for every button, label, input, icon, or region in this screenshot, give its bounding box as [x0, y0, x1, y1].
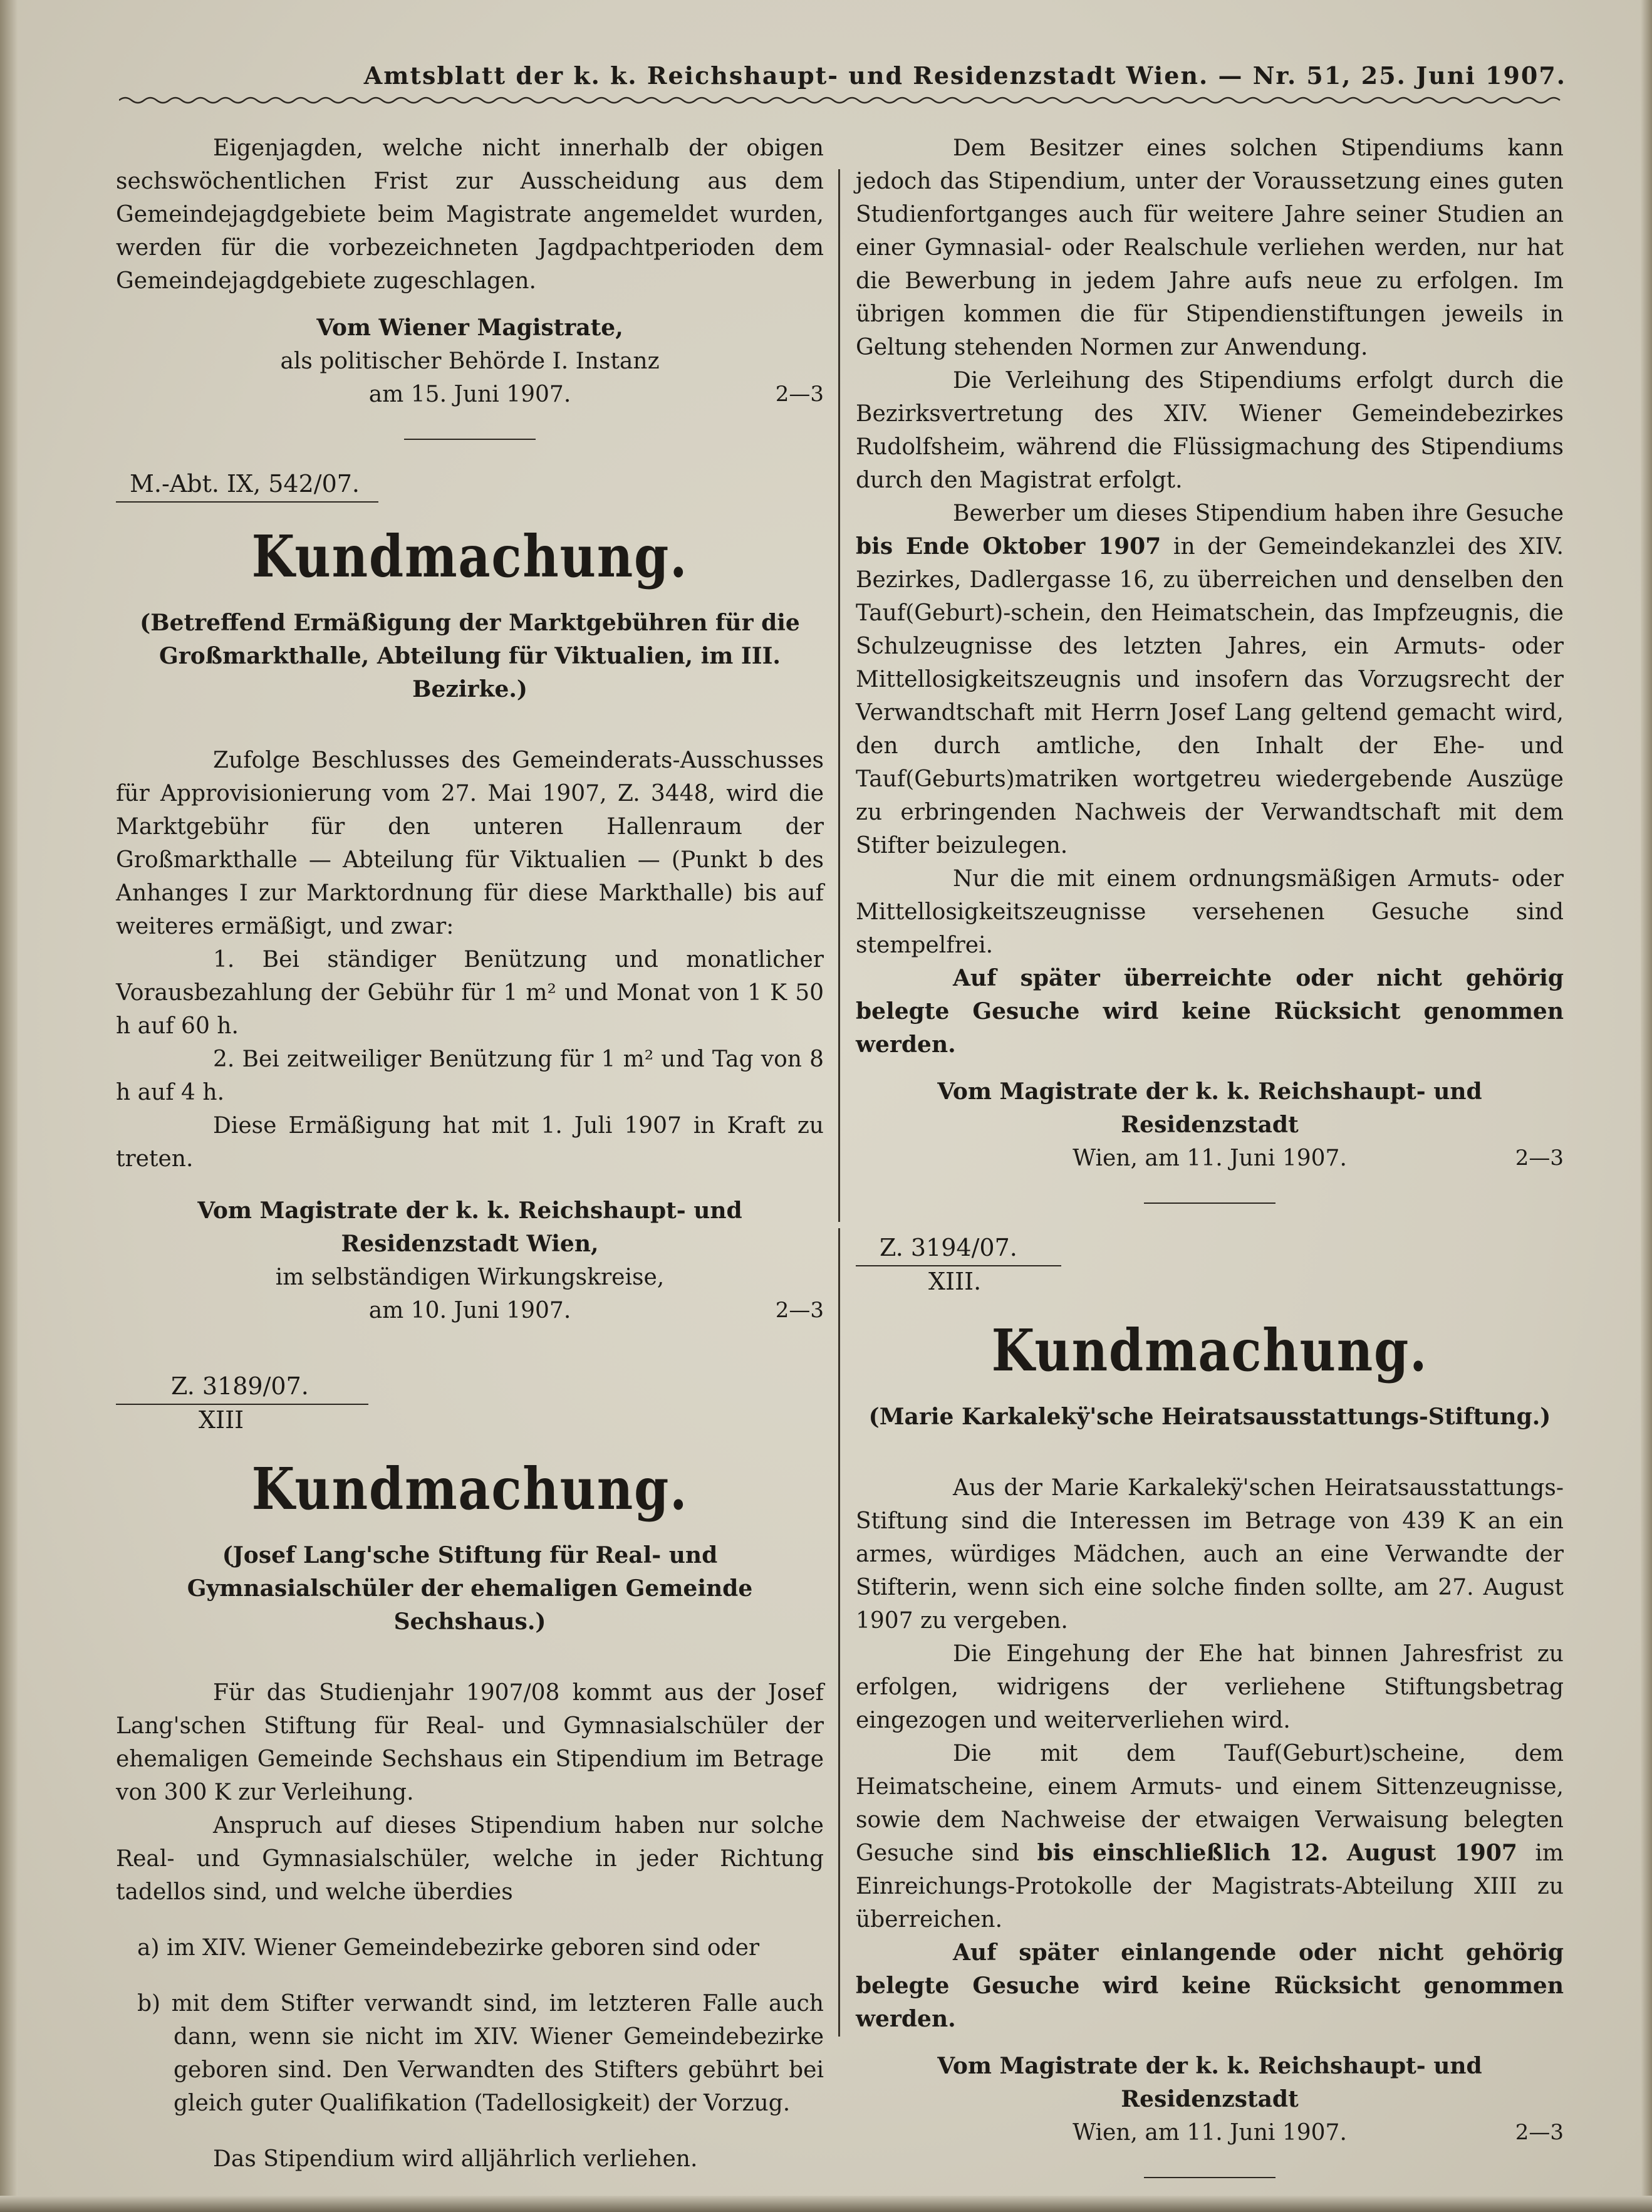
- notice1-ref: M.-Abt. IX, 542/07.: [116, 469, 378, 503]
- notice2-title: Kundmachung.: [251, 1455, 688, 1523]
- notice3-title: Kundmachung.: [991, 1317, 1428, 1384]
- right-sign1-line1: Vom Magistrate der k. k. Reichshaupt- und Residenzstadt: [937, 1078, 1482, 1138]
- right-sign1-number: 2—3: [1515, 1145, 1564, 1171]
- right-paragraph-3: [856, 497, 1564, 862]
- notice2-paragraph-1: Für das Studienjahr 1907/08 kommt aus der Josef Lang'schen Stiftung für Real- und Gymnasialschüler der ehemaligen Gemeinde Sechshaus ein Stipendium im Betrage von 300 K zur Verleihung.: [116, 1680, 824, 1805]
- notice3-paragraph-4: Auf später einlangende oder nicht gehörig belegte Gesuche wird keine Rücksicht genommen werden.: [856, 1939, 1564, 2032]
- notice3-ref2: XIII.: [928, 1268, 982, 1295]
- page-edge-right: [1641, 0, 1652, 2212]
- header-wavy-rule: [119, 94, 1566, 107]
- notice2-item-b: b) mit dem Stifter verwandt sind, im letzteren Falle auch dann, wenn sie nicht im XIV. Wiener Gemeindebezirke geboren sind. Den Verwandten des Stifters gebührt bei gleich guter Qualifikation (Tadellosigkeit) der Vorzug.: [137, 1991, 824, 2116]
- notice2-ref: Z. 3189/07.: [116, 1371, 368, 1405]
- notice2-ref2: XIII: [199, 1406, 244, 1434]
- column-rule-bottom: [838, 1228, 840, 2037]
- right-column: [856, 132, 1564, 2207]
- notice1-sign-line3: am 10. Juni 1907.: [368, 1298, 571, 1323]
- notice3-sign-line2: Wien, am 11. Juni 1907.: [1073, 2120, 1347, 2146]
- notice1: [116, 469, 824, 1327]
- right-paragraph-3-part-a: Bewerber um dieses Stipendium haben ihre Gesuche: [953, 501, 1564, 526]
- sign1-line3-row: [116, 378, 824, 411]
- notice1-sign-line2: im selbständigen Wirkungskreise,: [275, 1265, 665, 1290]
- right-paragraph-2: Die Verleihung des Stipendiums erfolgt durch die Bezirksvertretung des XIV. Wiener Gemeindebezirkes Rudolfsheim, während die Flüssigmachung des Stipendiums durch den Magistrat erfolgt.: [856, 368, 1564, 493]
- notice1-paragraph-2: Diese Ermäßigung hat mit 1. Juli 1907 in Kraft zu treten.: [116, 1113, 824, 1172]
- notice1-sign-row: [116, 1294, 824, 1327]
- notice3-paragraph-3-part-c: im Einreichungs-Protokolle der Magistrats-Abteilung XIII zu überreichen.: [856, 1840, 1564, 1933]
- column-rule-top: [838, 169, 840, 1222]
- right-paragraph-5: Auf später überreichte oder nicht gehörig belegte Gesuche wird keine Rücksicht genommen werden.: [856, 965, 1564, 1058]
- notice3-sign-line1: Vom Magistrate der k. k. Reichshaupt- und Residenzstadt: [937, 2053, 1482, 2112]
- sign1-line3: am 15. Juni 1907.: [368, 382, 571, 407]
- page-header: Amtsblatt der k. k. Reichshaupt- und Residenzstadt Wien. — Nr. 51, 25. Juni 1907.: [363, 61, 1566, 90]
- right-paragraph-3-deadline: bis Ende Oktober 1907: [856, 533, 1161, 560]
- notice1-sign-number: 2—3: [775, 1298, 824, 1323]
- separator-right: [1144, 1203, 1275, 1204]
- notice3-paragraph-3-deadline: bis einschließlich 12. August 1907: [1037, 1840, 1517, 1866]
- notice3-paragraph-1: Aus der Marie Karkalekÿ'schen Heiratsausstattungs-Stiftung sind die Interessen im Betrage von 439 K an ein armes, würdiges Mädchen, auch an eine Verwandte der Stifterin, wenn sich eine solche finden sollte, am 27. August 1907 zu vergeben.: [856, 1475, 1564, 1634]
- notice2-subtitle: (Josef Lang'sche Stiftung für Real- und Gymnasialschüler der ehemaligen Gemeinde Sechshaus.): [187, 1542, 753, 1635]
- right-paragraph-4: Nur die mit einem ordnungsmäßigen Armuts- oder Mittellosigkeitszeugnisse versehenen Gesuche sind stempelfrei.: [856, 866, 1564, 958]
- notice3: [856, 1233, 1564, 2178]
- right-sign1-row: [856, 1142, 1564, 1175]
- sign1-number: 2—3: [775, 382, 824, 407]
- notice2-paragraph-2: Anspruch auf dieses Stipendium haben nur solche Real- und Gymnasialschüler, welche in jeder Richtung tadellos sind, und welche überdies: [116, 1813, 824, 1905]
- notice1-title: Kundmachung.: [251, 523, 688, 590]
- notice3-subtitle: (Marie Karkalekÿ'sche Heiratsausstattungs-Stiftung.): [868, 1404, 1551, 1430]
- right-paragraph-1: Dem Besitzer eines solchen Stipendiums kann jedoch das Stipendium, unter der Voraussetzung eines guten Studienfortganges auch für weitere Jahre seiner Studien an einer Gymnasial- oder Realschule verliehen werden, nur hat die Bewerbung in jedem Jahre aufs neue zu erfolgen. Im übrigen kommen die für Stipendienstiftungen jeweils in Geltung stehenden Normen zur Anwendung.: [856, 135, 1564, 360]
- page-edge-left: [0, 0, 18, 2212]
- sign1-line2: als politischer Behörde I. Instanz: [280, 348, 660, 374]
- separator: [404, 439, 536, 440]
- notice1-item-1: 1. Bei ständiger Benützung und monatlicher Vorausbezahlung der Gebühr für 1 m² und Monat von 1 K 50 h auf 60 h.: [116, 947, 824, 1039]
- notice1-sign-line1: Vom Magistrate der k. k. Reichshaupt- und Residenzstadt Wien,: [197, 1197, 742, 1257]
- intro-paragraph: Eigenjagden, welche nicht innerhalb der obigen sechswöchentlichen Frist zur Ausscheidung aus dem Gemeindejagdgebiete beim Magistrate angemeldet wurden, werden für die vorbezeichneten Jagdpachtperioden dem Gemeindejagdgebiete zugeschlagen.: [116, 135, 824, 294]
- sign1-line1: Vom Wiener Magistrate,: [316, 315, 623, 341]
- notice2-paragraph-3: Das Stipendium wird alljährlich verliehen.: [213, 2146, 698, 2172]
- left-column: [116, 132, 824, 2176]
- notice1-item-2: 2. Bei zeitweiliger Benützung für 1 m² und Tag von 8 h auf 4 h.: [116, 1046, 824, 1105]
- notice2-item-a: a) im XIV. Wiener Gemeindebezirke geboren sind oder: [137, 1935, 760, 1961]
- notice3-paragraph-2: Die Eingehung der Ehe hat binnen Jahresfrist zu erfolgen, widrigens der verliehene Stiftungsbetrag eingezogen und weiterverliehen wird.: [856, 1641, 1564, 1733]
- notice3-paragraph-3-part-a: Die mit dem Tauf(Geburt)scheine, dem Heimatscheine, einem Armuts- und einem Sittenzeugnisse, sowie dem Nachweise der etwaigen Verwaisung belegten Gesuche sind: [856, 1741, 1564, 1866]
- right-paragraph-3-part-c: in der Gemeindekanzlei des XIV. Bezirkes, Dadlergasse 16, zu überreichen und denselben den Tauf(Geburt)-schein, den Heimatschein, das Impfzeugnis, die Schulzeugnisse des letzten Jahres, ein Armuts- oder Mittellosigkeitszeugnis und insofern das Vorzugsrecht der Verwandtschaft mit Herrn Josef Lang geltend gemacht wird, den durch amtliche, den Inhalt der Ehe- und Tauf(Geburts)matriken wortgetreu wiedergebende Auszüge zu erbringenden Nachweis der Verwandtschaft mit dem Stifter beizulegen.: [856, 534, 1564, 858]
- notice3-sign-number: 2—3: [1515, 2120, 1564, 2145]
- notice3-ref: Z. 3194/07.: [856, 1233, 1061, 1266]
- right-sign1-line2: Wien, am 11. Juni 1907.: [1073, 1145, 1347, 1171]
- notice3-sign-row: [856, 2116, 1564, 2149]
- notice1-paragraph-1: Zufolge Beschlusses des Gemeinderats-Ausschusses für Approvisionierung vom 27. Mai 1907, Z. 3448, wird die Marktgebühr für den unteren Hallenraum der Großmarkthalle — Abteilung für Viktualien — (Punkt b des Anhanges I zur Marktordnung für diese Markthalle) bis auf weiteres ermäßigt, und zwar:: [116, 748, 824, 939]
- notice3-paragraph-3: [856, 1737, 1564, 1936]
- separator-right-bottom: [1144, 2177, 1275, 2178]
- notice1-subtitle: (Betreffend Ermäßigung der Marktgebühren für die Großmarkthalle, Abteilung für Viktualien, im III. Bezirke.): [140, 610, 800, 702]
- notice2: [116, 1371, 824, 2176]
